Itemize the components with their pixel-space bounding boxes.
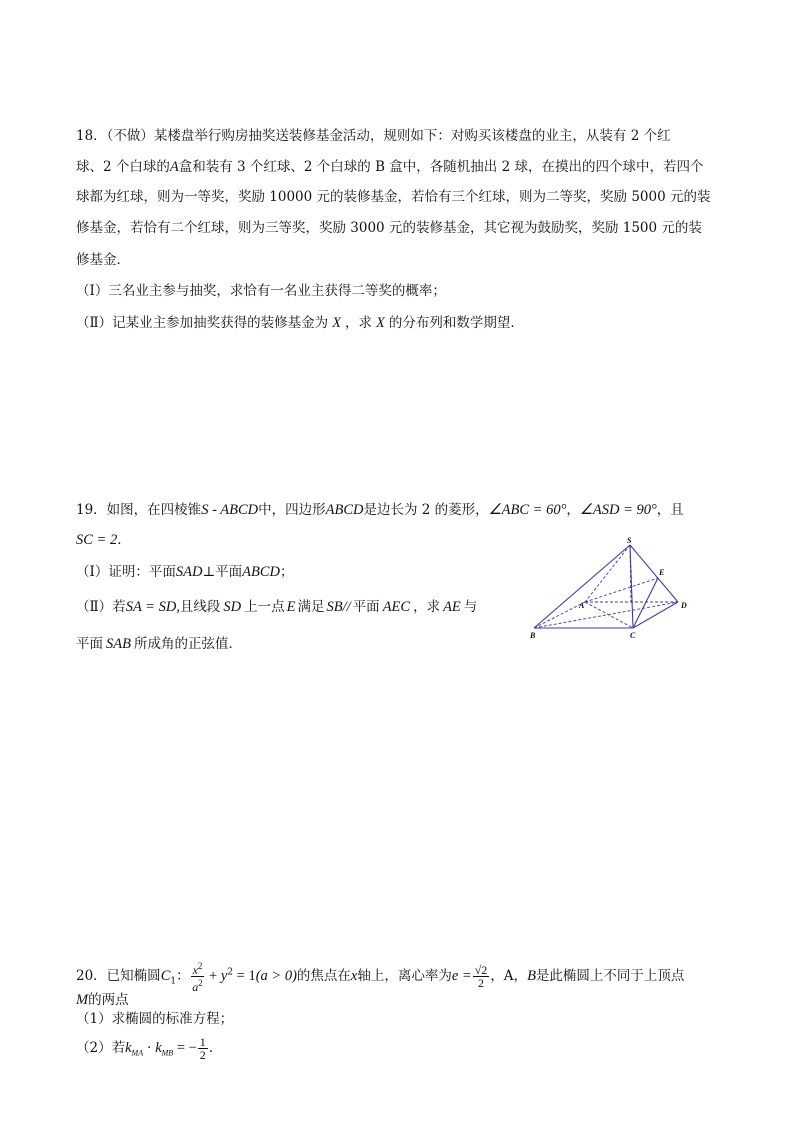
q20-line-1 (76, 960, 684, 993)
q19-l1i: ，且 (656, 502, 684, 518)
q18-part-2b: ，求 (345, 315, 373, 331)
q18-line-2 (76, 157, 703, 177)
x-exp: 2 (197, 961, 203, 971)
q19-l2b: ． (117, 532, 131, 548)
sc-equals: SC = 2 (76, 532, 118, 548)
q18-line-2a: 球、2 个白球的 (76, 159, 170, 175)
quad-name: ABCD (325, 502, 364, 518)
point-m: M (76, 992, 89, 1008)
label-e: E (659, 568, 665, 577)
edge-sd (630, 545, 678, 602)
q18-part-2a: （Ⅱ）记某业主参加抽奖获得的装修基金为 (76, 315, 329, 331)
q18-line-1: 18．（不做）某楼盘举行购房抽奖送装修基金活动，规则如下：对购买该楼盘的业主，从装有 2 个红 (76, 128, 671, 144)
q18-part-2 (76, 313, 524, 333)
q19-p2m: 与 (463, 599, 478, 615)
equals-minus: = − (173, 1040, 197, 1056)
edge-ae (585, 578, 658, 602)
plane-sab: SAB (106, 636, 131, 652)
label-s: S (627, 536, 632, 545)
q19-l1c: 中，四边形 (258, 502, 326, 518)
q19-p2e: 上一点 (244, 599, 285, 615)
den-2: 2 (478, 976, 485, 990)
q20-l1e: 是此椭圆上不同于上顶点 (535, 968, 685, 984)
point-b: B (527, 968, 536, 984)
sb-parallel: SB// (326, 599, 351, 615)
sqrt2-over-2 (473, 964, 490, 989)
q19-l1e: 是边长为 2 的菱形， (363, 502, 489, 518)
q19-part-2 (76, 597, 477, 617)
ellipse-c-sub: 1 (170, 976, 177, 987)
one-half (198, 1036, 208, 1061)
edge-sb (534, 545, 630, 628)
q20-l1d: ，A， (490, 968, 528, 984)
pyramid-name: S - ABCD (201, 502, 259, 518)
edge-ac (585, 602, 633, 628)
q19-p2k: ，求 (413, 599, 441, 615)
segment-ae: AE (443, 599, 461, 615)
ecc-e: e = (451, 968, 472, 984)
sqrt2: √2 (474, 963, 488, 977)
edge-sa (585, 545, 630, 602)
sa-equals-sd: SA = SD, (125, 599, 180, 615)
plane-abcd: ABCD (242, 564, 280, 580)
angle-asd: ∠ASD = 90° (579, 502, 657, 518)
segment-sd: SD (223, 599, 242, 615)
q19-p2g: 满足 (297, 599, 325, 615)
q19-line-1 (76, 500, 684, 520)
q20-end: . (208, 1040, 214, 1056)
angle-abc: ∠ABC = 60° (488, 502, 567, 518)
q18-line-2c: 盒和装有 3 个红球、2 个白球的 B 盒中，各随机抽出 2 球，在摸出的四个球中，若四个 (178, 159, 704, 175)
q19-l1g: ， (566, 502, 580, 518)
q20-part-2 (76, 1036, 213, 1064)
q18-line-5: 修基金． (76, 252, 130, 268)
q18-part-1: （Ⅰ）三名业主参与抽奖，求恰有一名业主获得二等奖的概率； (76, 283, 446, 299)
dot-op: · (143, 1040, 156, 1056)
q19-p1c: ⊥平面 (202, 564, 243, 580)
box-a-label: A (169, 159, 179, 175)
var-x: X (332, 315, 342, 331)
label-a: A (579, 601, 585, 610)
half-num: 1 (199, 1035, 206, 1049)
label-c: C (630, 631, 636, 640)
ellipse-c: C (160, 968, 171, 984)
y-var: y (220, 968, 228, 984)
x2-over-a2 (191, 960, 205, 993)
q20-p2a: （2）若 (76, 1040, 126, 1056)
point-e: E (286, 599, 296, 615)
q19-p1e: ； (280, 564, 294, 580)
q18-line-3: 球都为红球，则为一等奖，奖励 10000 元的装修基金，若恰有三个红球，则为二等奖，奖励 5000 元的装 (76, 189, 711, 205)
q20-l1c: 轴上，离心率为 (357, 968, 452, 984)
q19-p3a: 平面 (76, 636, 103, 652)
pyramid-figure (528, 533, 698, 643)
q19-p3c: 所成角的正弦值． (133, 636, 242, 652)
q19-line-2 (76, 530, 131, 550)
label-b: B (530, 631, 536, 640)
y-exp: 2 (227, 967, 234, 978)
plane-aec: AEC (382, 599, 411, 615)
q18-line-4: 修基金，若恰有二个红球，则为三等奖，奖励 3000 元的装修基金，其它视为鼓励奖，奖励 1500 元的装 (76, 220, 702, 236)
q20-line-2 (76, 990, 129, 1010)
x-var: x (192, 963, 198, 977)
plus-sign: + (205, 968, 221, 984)
slope-mb-sub: MB (161, 1048, 174, 1058)
q19-p2c: 且线段 (179, 599, 221, 615)
q19-p2a: （Ⅱ）若 (76, 599, 126, 615)
q20-l1a: 20．已知椭圆 (76, 968, 161, 984)
q18-part-2c: 的分布列和数学期望． (388, 315, 524, 331)
a-exp: 2 (198, 978, 203, 988)
x-axis: x (350, 968, 358, 984)
equals-one: = 1 (233, 968, 256, 984)
label-d: D (681, 601, 687, 610)
plane-sad: SAD (175, 564, 203, 580)
slope-mb: k (155, 1040, 162, 1056)
a-var: a (192, 980, 199, 994)
slope-ma-sub: MA (131, 1048, 144, 1058)
a-condition: (a > 0) (255, 968, 297, 984)
q19-part-2-cont (76, 634, 242, 654)
q19-part-1 (76, 562, 294, 582)
half-den: 2 (199, 1048, 206, 1062)
slope-ma: k (125, 1040, 132, 1056)
q20-l1b: 的焦点在 (296, 968, 351, 984)
q19-l1a: 19．如图，在四棱锥 (76, 502, 202, 518)
q20-part-1: （1）求椭圆的标准方程； (76, 1011, 234, 1027)
q19-p2i: 平面 (352, 599, 380, 615)
var-x-2: X (376, 315, 385, 331)
q19-p1a: （Ⅰ）证明：平面 (76, 564, 176, 580)
q20-l2: 的两点 (88, 992, 129, 1008)
q20-colon: ： (176, 968, 190, 984)
